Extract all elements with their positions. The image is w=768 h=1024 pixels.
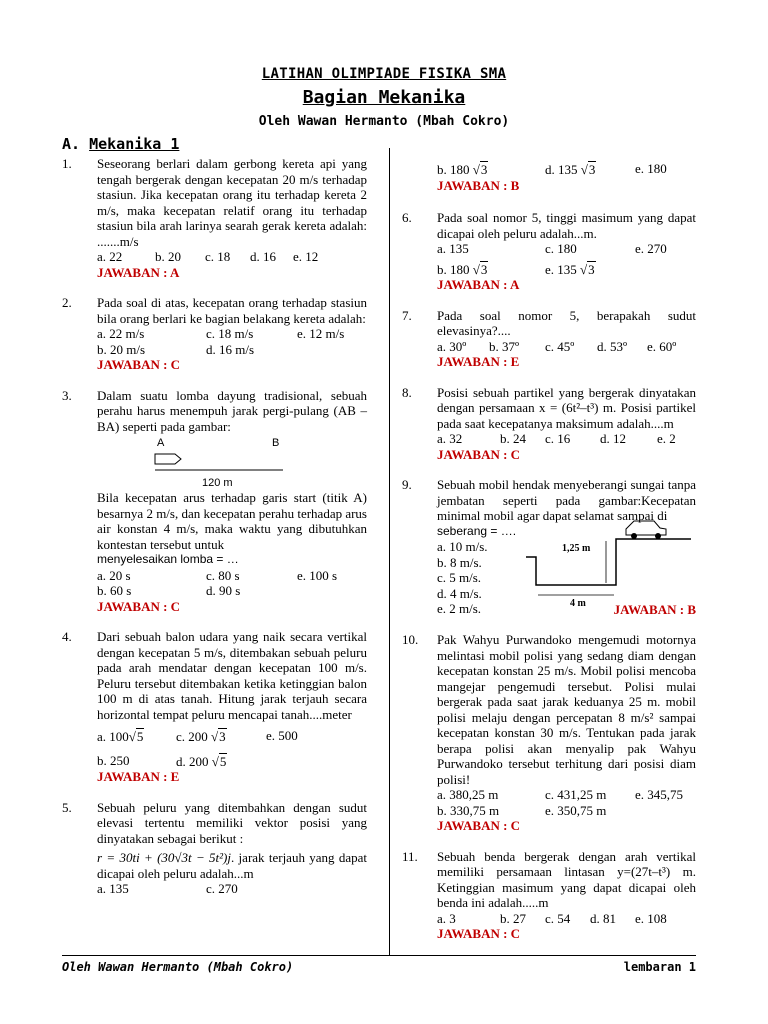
question-number: 8. <box>402 384 412 400</box>
question-number: 5. <box>62 799 72 815</box>
document-author: Oleh Wawan Hermanto (Mbah Cokro) <box>258 114 510 129</box>
option: e. 100 s <box>297 567 338 583</box>
answer-label: JAWABAN : B <box>613 601 696 617</box>
option: e. 12 <box>293 249 319 264</box>
option: d. 53º <box>597 338 628 354</box>
answer-label: JAWABAN : A <box>97 264 180 280</box>
options <box>437 787 696 803</box>
option: c. 5 m/s. <box>437 570 482 585</box>
question-7 <box>402 308 696 370</box>
option: e. 135 √3 <box>545 261 595 277</box>
question-text: Pada soal di atas, kecepatan orang terhadap stasiun bila orang berlari ke bagian belakang kereta adalah: <box>97 295 367 326</box>
question-text: Pada soal nomor 5, tinggi masimum yang dapat dicapai oleh peluru adalah...m. <box>437 210 696 241</box>
sqrt-value: 3 <box>588 162 596 177</box>
option: c. 80 s <box>206 567 240 583</box>
point-b-label: B <box>272 437 280 449</box>
section-title: Mekanika 1 <box>89 135 180 153</box>
question-number: 11. <box>402 848 418 864</box>
option: a. 20 s <box>97 567 131 583</box>
question-text-continued: Bila kecepatan arus terhadap garis start (titik A) besarnya 2 m/s, dan kecepatan perahu terhadap arus air konstan 4 m/s, maka waktu yang dibutuhkan kontestan tersebut untuk <box>97 490 367 552</box>
section-heading <box>62 135 179 153</box>
option-value: c. 200 <box>176 729 208 744</box>
sqrt-value: 5 <box>219 753 227 769</box>
option: a. 380,25 m <box>437 787 499 802</box>
answer-label: JAWABAN : C <box>437 446 521 462</box>
option: d. 4 m/s. <box>437 585 482 601</box>
options <box>437 803 696 819</box>
option: a. 22 m/s <box>97 326 145 341</box>
option: a. 30º <box>437 338 467 354</box>
question-number: 4. <box>62 629 72 644</box>
question-number: 2. <box>62 295 72 310</box>
question-text: Pak Wahyu Purwandoko mengemudi motornya melintasi mobil polisi yang sedang diam dengan kecepatan konstan 25 m/s. Mobil polisi mencoba mangejar pengemudi tersebut. Polisi mulai bergerak pada saat jarak keduanya 25 m. mobil polisi melaju dengan percepatan 8 m/s² sampai kecepatan konstan 30 m/s. Tentukan pada jarak berapa polisi akan menyalip pak Wahyu Purwandoko tersebut terhitung dari posisi diam polisi! <box>437 632 696 787</box>
option: a. 3 <box>437 910 456 926</box>
option: a. 10 m/s. <box>437 539 488 554</box>
question-8 <box>402 385 696 463</box>
option: d. 135 √3 <box>545 162 596 177</box>
sqrt-value: 3 <box>480 261 488 277</box>
question-text: Sebuah peluru yang ditembahkan dengan sudut elevasi tertentu memiliki vektor posisi yang dinyatakan sebagai berikut : <box>97 799 367 846</box>
options <box>437 161 696 178</box>
question-text: Seseorang berlari dalam gerbong kereta api yang tengah bergerak dengan kecepatan 20 m/s terhadap stasiun. Jika kecepatan orang itu terhadap kereta 2 m/s, maka kecepatan relatif orang itu terhadap stasiun bila arah larinya searah gerak kereta adalah: .......m/s <box>97 156 367 249</box>
question-text: Posisi sebuah partikel yang bergerak dinyatakan dengan persamaan x = (6t²–t³) m. Posisi partikel pada saat kecepatanya maksimum adalah....m <box>437 384 696 431</box>
option: c. 16 <box>545 431 571 446</box>
formula: r = 30ti + (30√3t − 5t²)j <box>97 850 231 865</box>
page-footer <box>62 955 696 974</box>
option: c. 270 <box>206 881 238 896</box>
option: c. 200 √3 <box>176 729 226 744</box>
options <box>97 249 367 265</box>
question-2 <box>62 295 367 373</box>
option: a. 135 <box>437 241 469 256</box>
question-10 <box>402 632 696 834</box>
option: c. 45º <box>545 338 575 354</box>
option: b. 330,75 m <box>437 802 500 818</box>
option: d. 90 s <box>206 583 241 598</box>
option: b. 20 <box>155 249 181 264</box>
options <box>437 241 696 257</box>
width-label: 4 m <box>570 598 586 607</box>
options <box>97 583 367 599</box>
answer-label: JAWABAN : C <box>437 818 521 833</box>
q9-options-and-figure <box>437 539 696 617</box>
option-value: b. 180 <box>437 261 470 277</box>
options <box>437 911 696 927</box>
option: b. 27 <box>500 910 526 926</box>
option: b. 20 m/s <box>97 341 146 357</box>
option: a. 135 <box>97 881 129 896</box>
option: a. 100√5 <box>97 729 144 744</box>
question-6 <box>402 210 696 293</box>
distance-label: 120 m <box>202 477 233 489</box>
question-9 <box>402 477 696 617</box>
option: e. 350,75 m <box>545 802 607 818</box>
option: e. 345,75 <box>635 787 684 802</box>
river-jump-diagram <box>526 517 696 607</box>
question-1 <box>62 156 367 280</box>
option: d. 12 <box>600 431 626 446</box>
sqrt-value: 3 <box>219 729 226 744</box>
option: e. 2 <box>657 431 676 446</box>
answer-label: JAWABAN : C <box>97 357 181 372</box>
right-column <box>402 161 696 957</box>
option: d. 200 √5 <box>176 753 227 769</box>
option: e. 270 <box>635 241 667 256</box>
question-number: 7. <box>402 307 412 323</box>
question-text: Pada soal nomor 5, berapakah sudut elevasinya?.... <box>437 307 696 338</box>
option: b. 37º <box>489 338 520 354</box>
option: d. 81 <box>590 910 616 926</box>
document-subtitle: Bagian Mekanika <box>302 87 466 108</box>
question-3 <box>62 388 367 615</box>
option: e. 2 m/s. <box>437 601 482 616</box>
question-4 <box>62 629 367 785</box>
boat-race-diagram <box>97 434 367 490</box>
option: a. 32 <box>437 431 463 446</box>
sqrt-value: 3 <box>588 261 595 277</box>
option: c. 18 <box>205 249 231 264</box>
options <box>97 881 367 897</box>
answer-label: JAWABAN : A <box>437 277 520 292</box>
question-number: 9. <box>402 477 412 492</box>
question-text-tail: seberang = …. <box>437 523 517 538</box>
answer-label: JAWABAN : C <box>437 926 521 941</box>
option: e. 180 <box>635 161 667 176</box>
footer-page-label: lembaran 1 <box>623 960 696 974</box>
option-value: d. 135 <box>545 162 578 177</box>
option: a. 22 <box>97 249 123 264</box>
question-number: 6. <box>402 210 412 225</box>
options <box>437 261 696 278</box>
option: c. 180 <box>545 241 577 256</box>
option: c. 54 <box>545 910 571 926</box>
question-text-continued: . jarak terjauh yang dapat dicapai oleh peluru adalah...m <box>97 850 367 881</box>
left-column <box>62 156 367 912</box>
position-vector-formula <box>97 850 367 881</box>
wheel-icon <box>655 533 661 539</box>
options <box>97 342 367 358</box>
answer-label: JAWABAN : C <box>97 598 181 614</box>
options <box>97 728 367 745</box>
sqrt-value: 3 <box>480 162 488 177</box>
footer-author: Oleh Wawan Hermanto (Mbah Cokro) <box>62 960 294 974</box>
question-text: Dalam suatu lomba dayung tradisional, sebuah perahu harus menempuh jarak pergi-pulang (AB – BA) seperti pada gambar: <box>97 387 367 434</box>
question-text: Sebuah mobil hendak menyeberangi sungai tanpa jembatan seperti pada gambar:Kecepatan minimal mobil agar dapat selamat sampai di <box>437 477 696 523</box>
options <box>97 753 367 770</box>
option: b. 60 s <box>97 583 132 598</box>
option-value: e. 135 <box>545 261 577 277</box>
boat-race-figure <box>97 434 367 490</box>
question-11 <box>402 849 696 942</box>
option-value: b. 180 <box>437 162 470 177</box>
option: e. 60º <box>647 338 677 354</box>
option: c. 18 m/s <box>206 326 254 341</box>
question-5 <box>62 800 367 897</box>
terrain-line <box>526 539 691 585</box>
option: e. 108 <box>635 910 667 926</box>
option-value: a. 100 <box>97 729 129 744</box>
section-letter: A. <box>62 135 81 153</box>
option: d. 16 <box>250 249 276 264</box>
option: b. 180 √3 <box>437 162 488 177</box>
options <box>437 431 696 447</box>
point-a-label: A <box>157 437 165 449</box>
option: e. 12 m/s <box>297 326 345 341</box>
option: b. 24 <box>500 431 526 446</box>
column-divider <box>389 148 390 956</box>
question-text: Dari sebuah balon udara yang naik secara vertikal dengan kecepatan 5 m/s, ditembakan sebuah peluru pada arah mendatar dengan kecepatan 100 m/s. Peluru tersebut ditembakan ketika ketinggian balon 100 m di atas tanah. Hitung jarak terjauh secara horizontal tempat peluru mencapai tanah....meter <box>97 629 367 722</box>
question-text-tail: menyelesaikan lomba = … <box>97 552 239 566</box>
option: d. 16 m/s <box>206 341 255 357</box>
question-text: Sebuah benda bergerak dengan arah vertikal memiliki persamaan lintasan y=(27t–t³) m. Ketinggian masimum yang dapat dicapai oleh benda ini adalah.....m <box>437 848 696 910</box>
option: e. 500 <box>266 728 298 743</box>
wheel-icon <box>631 533 637 539</box>
question-number: 3. <box>62 387 72 403</box>
question-number: 10. <box>402 632 419 647</box>
options <box>437 339 696 355</box>
question-5-continued <box>402 161 696 193</box>
question-number: 1. <box>62 156 72 171</box>
sqrt-value: 5 <box>136 729 144 744</box>
answer-label: JAWABAN : E <box>437 354 520 369</box>
option-value: d. 200 <box>176 753 209 769</box>
height-label: 1,25 m <box>562 543 591 554</box>
options <box>97 326 367 342</box>
answer-label: JAWABAN : E <box>97 769 180 784</box>
option: b. 8 m/s. <box>437 554 482 570</box>
document-title: LATIHAN OLIMPIADE FISIKA SMA <box>261 66 507 82</box>
option: b. 250 <box>97 752 130 768</box>
boat-icon <box>155 454 181 464</box>
answer-label: JAWABAN : B <box>437 177 520 193</box>
car-icon <box>626 521 666 535</box>
options <box>97 568 367 584</box>
option: b. 180 √3 <box>437 261 488 277</box>
option: c. 431,25 m <box>545 787 607 802</box>
